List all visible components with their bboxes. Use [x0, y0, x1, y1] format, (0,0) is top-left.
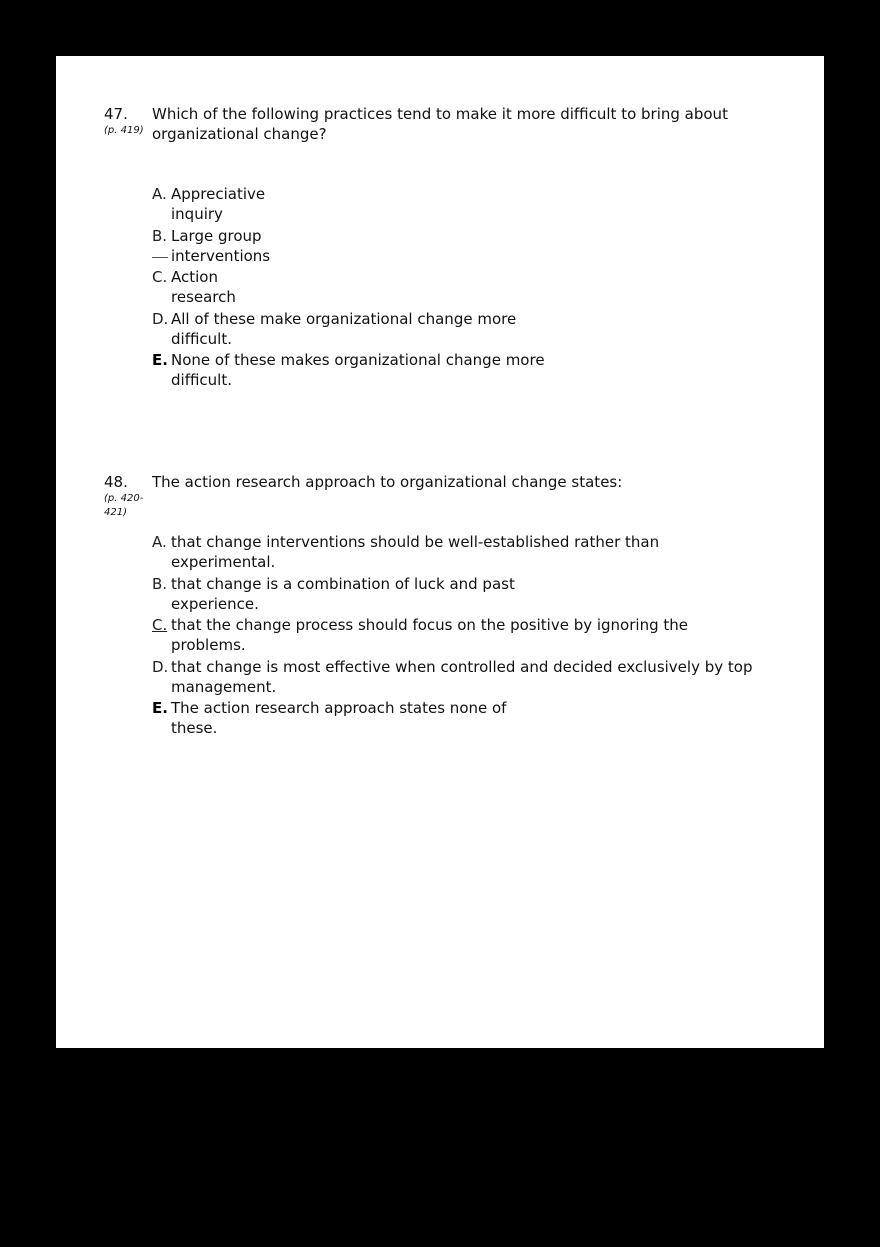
option-d [152, 309, 551, 349]
option-text: Large group interventions [171, 226, 271, 265]
question-stem: Which of the following practices tend to make it more difﬁcult to bring about organizational change? [152, 105, 728, 143]
option-letter: A. [152, 185, 167, 203]
option-text: that the change process should focus on the positive by ignoring the problems. [171, 616, 688, 654]
option-text: that change is a combination of luck and past experience. [171, 574, 515, 613]
answer-options [152, 184, 581, 392]
document-page [56, 56, 824, 1048]
blank-line [152, 257, 168, 258]
option-letter: B. [152, 226, 168, 245]
option-e [152, 698, 541, 738]
option-letter: D. [152, 309, 169, 328]
option-a [152, 532, 691, 572]
page-reference: (p. 419) [104, 125, 144, 136]
option-b [152, 574, 551, 614]
option-text: Action research [171, 268, 236, 306]
option-letter: C. [152, 616, 168, 634]
question-number: 47. [104, 105, 128, 123]
option-e [152, 350, 581, 390]
option-letter-correct: E. [152, 699, 168, 717]
option-letter: C. [152, 268, 168, 286]
option-letter: D. [152, 657, 169, 676]
page-reference: (p. 420-421) [104, 493, 144, 518]
option-b [152, 226, 281, 266]
question-stem: The action research approach to organizational change states: [152, 473, 623, 491]
option-text: that change interventions should be well-established rather than experimental. [171, 533, 660, 571]
option-a [152, 184, 281, 224]
option-d [152, 657, 781, 697]
option-text: that change is most effective when controlled and decided exclusively by top management. [171, 657, 753, 696]
option-text: None of these makes organizational change more difﬁcult. [171, 351, 545, 389]
option-c [152, 267, 281, 307]
option-letter-correct: E. [152, 351, 168, 369]
option-text: Appreciative inquiry [171, 185, 266, 223]
question-number: 48. [104, 473, 128, 491]
option-text: All of these make organizational change more difﬁcult. [171, 309, 517, 348]
option-letter: B. [152, 574, 168, 593]
option-text: The action research approach states none of these. [171, 699, 507, 737]
option-c [152, 615, 716, 655]
answer-options [152, 532, 781, 740]
option-letter: A. [152, 533, 167, 551]
